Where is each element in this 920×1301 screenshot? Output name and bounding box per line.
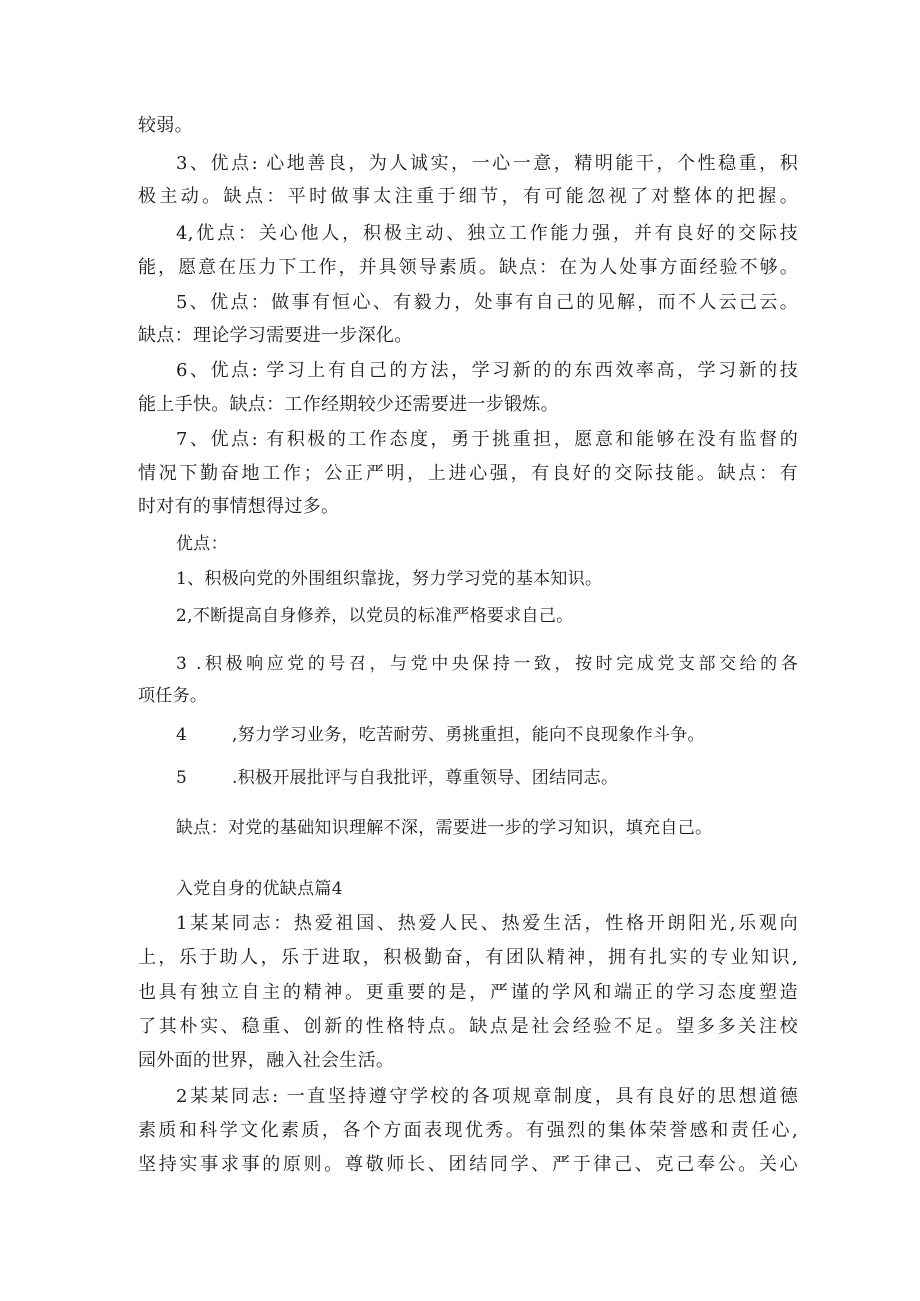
list-item: ,努力学习业务，吃苦耐劳、勇挑重担，能向不良现象作斗争。 <box>232 725 705 745</box>
list-number: 5 <box>176 768 188 788</box>
text-line: 能，愿意在压力下工作，并具领导素质。缺点：在为人处事方面经验不够。 <box>138 257 798 278</box>
text-line: 6、优点: 学习上有自己的方法，学习新的的东西效率高，学习新的技 <box>176 360 798 381</box>
text-line: 项任务。 <box>138 686 208 706</box>
text-line: 坚持实事求事的原则。尊敬师长、团结同学、严于律己、克己奉公。关心 <box>138 1154 798 1175</box>
text-line: 较弱。 <box>138 115 193 136</box>
text-line: 5、优点：做事有恒心、有毅力，处事有自己的见解，而不人云己云。 <box>176 292 798 313</box>
text-line: 能上手快。缺点：工作经期较少还需要进一步锻炼。 <box>138 394 559 415</box>
section-heading: 优点： <box>176 534 228 554</box>
list-item: 1、积极向党的外围组织靠拢，努力学习党的基本知识。 <box>176 569 603 589</box>
section-title: 入党自身的优缺点篇4 <box>176 879 343 899</box>
text-line: 也具有独立自主的精神。更重要的是，严谨的学风和端正的学习态度塑造 <box>138 982 798 1003</box>
text-line: 2某某同志: 一直坚持遵守学校的各项规章制度，具有良好的思想道德 <box>176 1086 798 1107</box>
list-item: 2,不断提高自身修养，以党员的标准严格要求自己。 <box>176 606 574 626</box>
text-line: 4,优点：关心他人，积极主动、独立工作能力强，并有良好的交际技 <box>176 223 798 244</box>
text-line: 园外面的世界，融入社会生活。 <box>138 1050 395 1071</box>
text-line: 缺点：对党的基础知识理解不深，需要进一步的学习知识，填充自己。 <box>176 818 713 838</box>
list-number: 4 <box>176 725 188 745</box>
text-line: 素质和科学文化素质，各个方面表现优秀。有强烈的集体荣誉感和责任心, <box>138 1120 798 1141</box>
text-line: 缺点：理论学习需要进一步深化。 <box>138 325 413 346</box>
text-line: 了其朴实、稳重、创新的性格特点。缺点是社会经验不足。望多多关注校 <box>138 1016 798 1037</box>
text-line: 极主动。缺点：平时做事太注重于细节，有可能忽视了对整体的把握。 <box>138 186 798 207</box>
text-line: 情况下勤奋地工作；公正严明，上进心强，有良好的交际技能。缺点：有 <box>138 463 798 484</box>
text-line: 上，乐于助人，乐于进取，积极勤奋，有团队精神，拥有扎实的专业知识, <box>138 947 798 968</box>
list-item: 3 .积极响应党的号召，与党中央保持一致，按时完成党支部交给的各 <box>176 654 798 674</box>
text-line: 时对有的事情想得过多。 <box>138 496 340 517</box>
text-line: 1某某同志：热爱祖国、热爱人民、热爱生活，性格开朗阳光,乐观向 <box>176 913 798 934</box>
text-line: 7、优点: 有积极的工作态度，勇于挑重担，愿意和能够在没有监督的 <box>176 429 798 450</box>
list-item: .积极开展批评与自我批评，尊重领导、团结同志。 <box>232 768 619 788</box>
text-line: 3、优点: 心地善良，为人诚实，一心一意，精明能干，个性稳重，积 <box>176 153 798 174</box>
